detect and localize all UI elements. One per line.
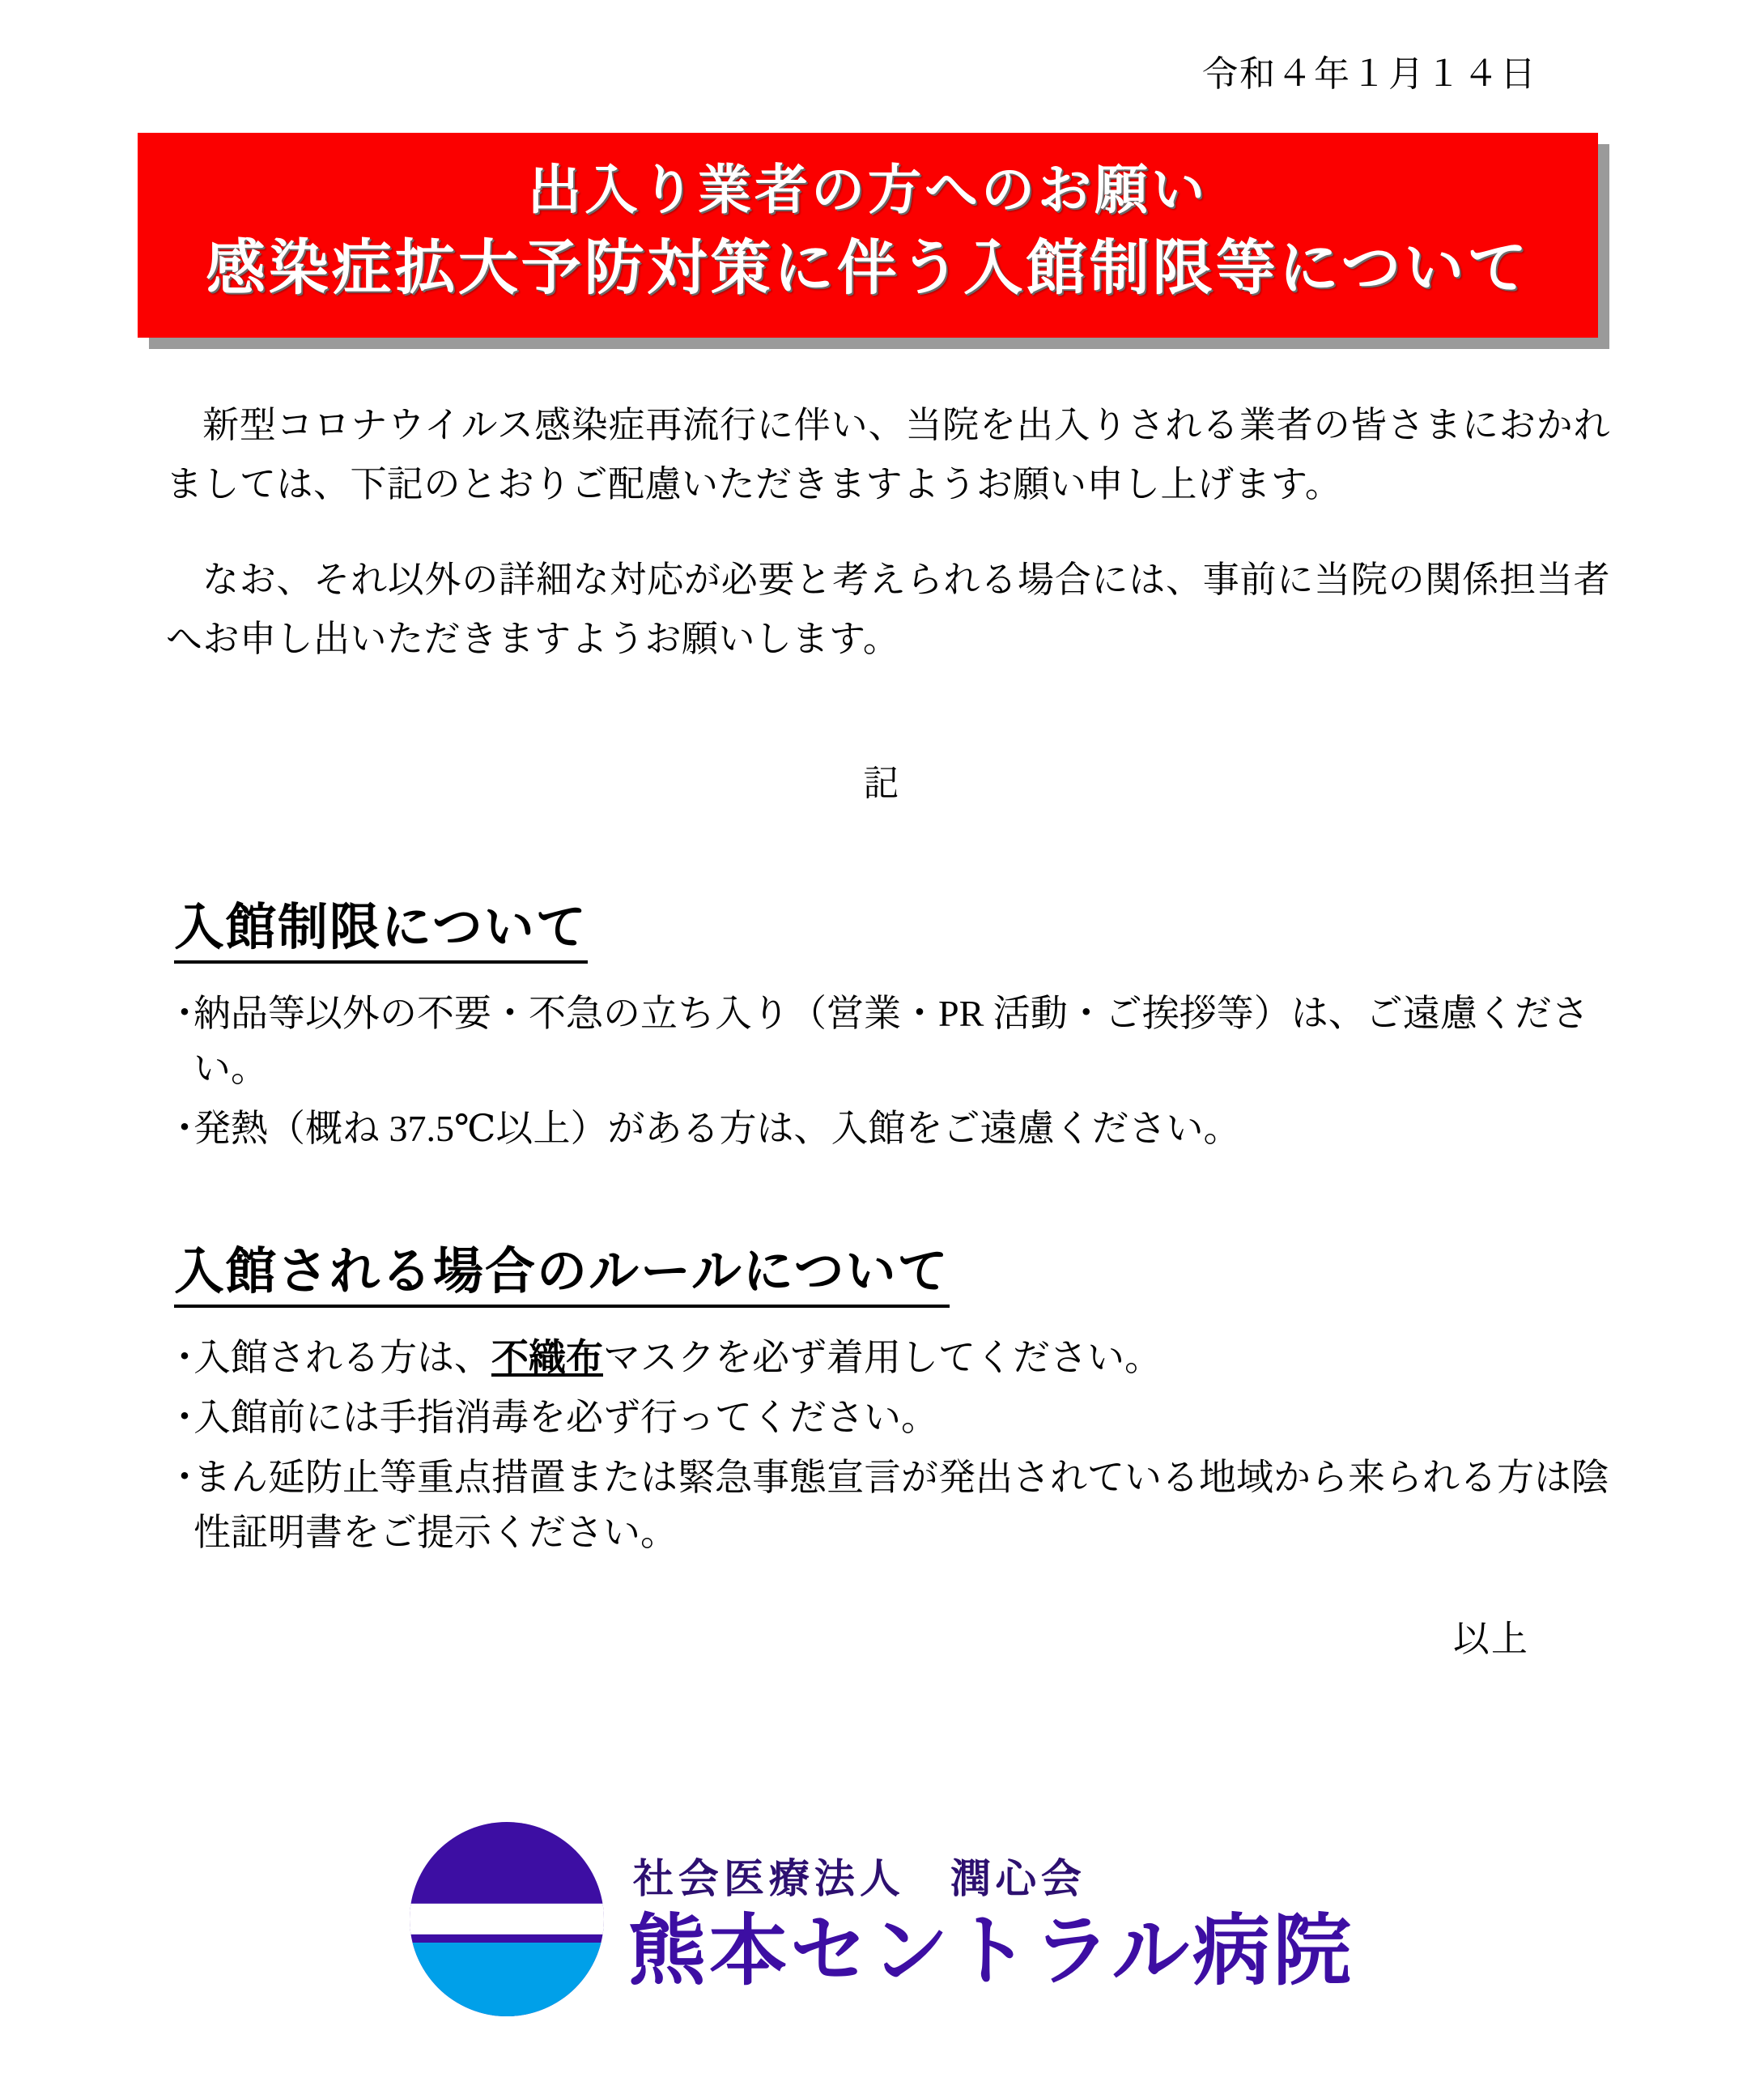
bullet-marker: ・ [166, 1397, 203, 1439]
bullet-marker: ・ [166, 1107, 203, 1149]
title-banner [138, 133, 1598, 338]
list-item [166, 986, 1610, 1096]
list-item [166, 1330, 1610, 1386]
section-bullet-list [166, 1330, 1610, 1560]
bullet-text-before: 入館される方は、 [193, 1336, 491, 1378]
bullet-marker: ・ [166, 1336, 203, 1378]
banner-title-line-2: 感染症拡大予防対策に伴う入館制限等について [205, 236, 1531, 303]
intro-paragraph-2: なお、それ以外の詳細な対応が必要と考えられる場合には、事前に当院の関係担当者へお申し出いただきますようお願いします。 [166, 559, 1610, 659]
section-entry-restrictions [121, 887, 1643, 1156]
list-item [166, 1450, 1610, 1560]
bullet-text-after: マスクを必ず着用してください。 [603, 1336, 1162, 1378]
section-heading: 入館される場合のルールについて [174, 1231, 950, 1308]
list-item [166, 1101, 1610, 1156]
bullet-text: 発熱（概ね 37.5℃以上）がある方は、入館をご遠慮ください。 [193, 1107, 1241, 1149]
logo-title: 熊本セントラル病院 [627, 1907, 1355, 1994]
logo-subtitle: 社会医療法人 潤心会 [632, 1855, 1086, 1901]
bullet-text [193, 1330, 1610, 1386]
section-heading: 入館制限について [174, 887, 588, 964]
intro-paragraph-1: 新型コロナウイルス感染症再流行に伴い、当院を出入りされる業者の皆さまにおかれましては、下記のとおりご配慮いただきますようお願い申し上げます。 [166, 405, 1610, 505]
bullet-text-emphasis: 不織布 [491, 1336, 603, 1378]
bullet-text: まん延防止等重点措置または緊急事態宣言が発出されている地域から来られる方は陰性証明書をご提示ください。 [193, 1457, 1609, 1554]
bullet-text: 入館前には手指消毒を必ず行ってください。 [193, 1397, 938, 1439]
section-bullet-list [166, 986, 1610, 1156]
closing-text: 以上 [1452, 1619, 1529, 1660]
banner-title-line-1: 出入り業者の方へのお願い [528, 161, 1208, 220]
bullet-marker: ・ [166, 1457, 203, 1499]
document-date: 令和４年１月１４日 [1202, 54, 1537, 94]
list-item [166, 1390, 1610, 1445]
intro-block [121, 396, 1643, 669]
logo-mark-icon [410, 1822, 604, 2016]
bullet-text: 納品等以外の不要・不急の立ち入り（営業・PR 活動・ご挨拶等）は、ご遠慮ください。 [193, 992, 1589, 1089]
banner-body [138, 133, 1598, 338]
bullet-marker: ・ [166, 992, 203, 1034]
ki-marker: 記 [863, 763, 901, 803]
section-entry-rules [121, 1231, 1643, 1560]
hospital-logo [0, 1822, 1764, 2016]
